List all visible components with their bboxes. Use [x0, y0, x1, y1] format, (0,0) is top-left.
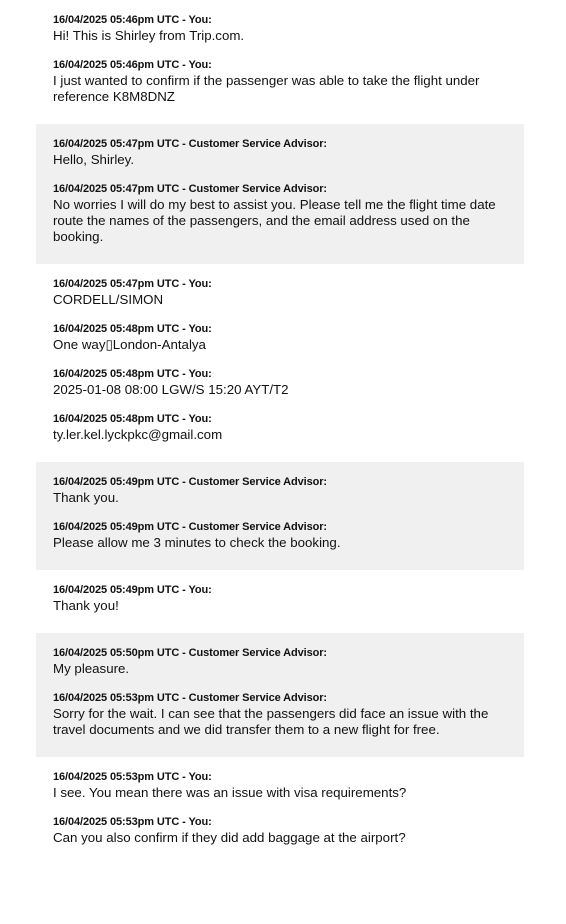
message-text: Please allow me 3 minutes to check the booking. — [53, 535, 341, 550]
message-timestamp-sender: 16/04/2025 05:47pm UTC - Customer Service Advisor: — [53, 138, 327, 150]
message-text: I see. You mean there was an issue with visa requirements? — [53, 785, 407, 800]
message-text: No worries I will do my best to assist you. Please tell me the flight time date route the names of the passengers, and the email address used on the booking. — [53, 197, 496, 244]
chat-message — [53, 521, 524, 551]
chat-message — [53, 476, 524, 506]
chat-message — [53, 771, 524, 801]
message-text: CORDELL/SIMON — [53, 292, 164, 307]
chat-message — [53, 323, 524, 353]
message-timestamp-sender: 16/04/2025 05:53pm UTC - You: — [53, 816, 212, 828]
message-text: Thank you. — [53, 490, 119, 505]
chat-message — [53, 138, 524, 168]
message-timestamp-sender: 16/04/2025 05:53pm UTC - You: — [53, 771, 212, 783]
message-text: ty.ler.kel.lyckpkc@gmail.com — [53, 427, 223, 442]
message-text: Sorry for the wait. I can see that the passengers did face an issue with the travel documents and we did transfer them to a new flight for free. — [53, 706, 489, 737]
message-text: Thank you! — [53, 598, 119, 613]
message-timestamp-sender: 16/04/2025 05:53pm UTC - Customer Service Advisor: — [53, 692, 327, 704]
message-timestamp-sender: 16/04/2025 05:48pm UTC - You: — [53, 413, 212, 425]
chat-message — [53, 647, 524, 677]
chat-message — [53, 183, 524, 245]
message-text: 2025-01-08 08:00 LGW/S 15:20 AYT/T2 — [53, 382, 289, 397]
user-message-group — [36, 264, 524, 462]
user-message-group — [36, 570, 524, 633]
message-timestamp-sender: 16/04/2025 05:46pm UTC - You: — [53, 59, 212, 71]
user-message-group — [36, 757, 524, 865]
chat-message — [53, 413, 524, 443]
advisor-message-group — [36, 462, 524, 570]
message-timestamp-sender: 16/04/2025 05:48pm UTC - You: — [53, 368, 212, 380]
chat-transcript — [36, 0, 524, 865]
message-timestamp-sender: 16/04/2025 05:46pm UTC - You: — [53, 14, 212, 26]
message-text: I just wanted to confirm if the passenger was able to take the flight under reference K8M8DNZ — [53, 73, 480, 104]
chat-message — [53, 14, 524, 44]
advisor-message-group — [36, 633, 524, 757]
message-timestamp-sender: 16/04/2025 05:50pm UTC - Customer Service Advisor: — [53, 647, 327, 659]
message-text: Hello, Shirley. — [53, 152, 135, 167]
advisor-message-group — [36, 124, 524, 264]
chat-message — [53, 692, 524, 738]
user-message-group — [36, 0, 524, 124]
message-timestamp-sender: 16/04/2025 05:47pm UTC - Customer Service Advisor: — [53, 183, 327, 195]
message-timestamp-sender: 16/04/2025 05:49pm UTC - Customer Service Advisor: — [53, 521, 327, 533]
message-timestamp-sender: 16/04/2025 05:47pm UTC - You: — [53, 278, 212, 290]
message-timestamp-sender: 16/04/2025 05:49pm UTC - You: — [53, 584, 212, 596]
chat-message — [53, 278, 524, 308]
message-text: My pleasure. — [53, 661, 130, 676]
message-text: Hi! This is Shirley from Trip.com. — [53, 28, 245, 43]
chat-message — [53, 584, 524, 614]
chat-message — [53, 59, 524, 105]
message-timestamp-sender: 16/04/2025 05:49pm UTC - Customer Service Advisor: — [53, 476, 327, 488]
message-timestamp-sender: 16/04/2025 05:48pm UTC - You: — [53, 323, 212, 335]
message-text: One way▯London-Antalya — [53, 337, 206, 352]
message-text: Can you also confirm if they did add baggage at the airport? — [53, 830, 406, 845]
chat-message — [53, 368, 524, 398]
chat-message — [53, 816, 524, 846]
